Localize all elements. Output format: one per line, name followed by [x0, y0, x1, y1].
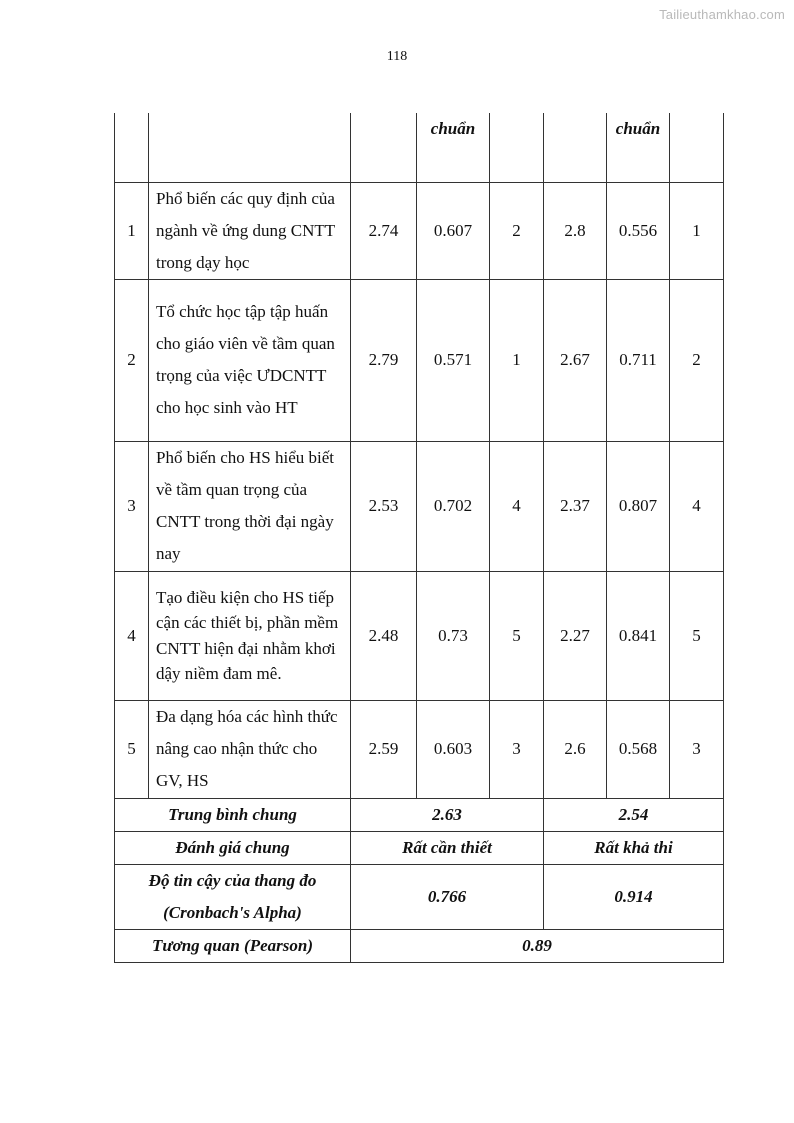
cell-content: Phổ biến cho HS hiểu biết về tầm quan trọng của CNTT trong thời đại ngày nay — [149, 441, 351, 571]
cell-rank-feas: 5 — [670, 571, 724, 700]
cell-rank-need: 3 — [490, 700, 544, 798]
cell-content: Phổ biến các quy định của ngành về ứng dung CNTT trong dạy học — [149, 182, 351, 279]
page-number: 118 — [386, 49, 408, 64]
cell-stt: 5 — [115, 700, 149, 798]
summary-average-row — [115, 798, 724, 831]
reliability-need-value: 0.766 — [351, 864, 544, 929]
cell-rank-need: 5 — [490, 571, 544, 700]
cell-rank-need: 4 — [490, 441, 544, 571]
summary-correlation-row — [115, 929, 724, 962]
header-continuation-row — [115, 113, 724, 182]
cell-sd-need: 0.603 — [417, 700, 490, 798]
table-row — [115, 441, 724, 571]
cell-content: Đa dạng hóa các hình thức nâng cao nhận thức cho GV, HS — [149, 700, 351, 798]
cell-rank-feas: 4 — [670, 441, 724, 571]
cell-mean-feas: 2.6 — [544, 700, 607, 798]
header-cell-stt — [115, 113, 149, 182]
cell-rank-feas: 3 — [670, 700, 724, 798]
header-cell-rank-feas — [670, 113, 724, 182]
cell-mean-need: 2.79 — [351, 279, 417, 441]
cell-mean-need: 2.48 — [351, 571, 417, 700]
cell-stt: 4 — [115, 571, 149, 700]
cell-rank-need: 2 — [490, 182, 544, 279]
cell-sd-feas: 0.841 — [607, 571, 670, 700]
cell-stt: 3 — [115, 441, 149, 571]
correlation-value: 0.89 — [351, 929, 724, 962]
cell-mean-need: 2.53 — [351, 441, 417, 571]
average-label: Trung bình chung — [115, 798, 351, 831]
cell-rank-feas: 1 — [670, 182, 724, 279]
header-cell-mean-feas — [544, 113, 607, 182]
evaluation-need-value: Rất cần thiết — [351, 831, 544, 864]
cell-mean-feas: 2.37 — [544, 441, 607, 571]
cell-sd-need: 0.607 — [417, 182, 490, 279]
watermark-text: Tailieuthamkhao.com — [659, 7, 785, 22]
evaluation-feasibility-value: Rất khả thi — [544, 831, 724, 864]
table-row — [115, 700, 724, 798]
correlation-label: Tương quan (Pearson) — [115, 929, 351, 962]
header-cell-rank-need — [490, 113, 544, 182]
cell-content: Tạo điều kiện cho HS tiếp cận các thiết bị, phần mềm CNTT hiện đại nhằm khơi dậy niềm đam mê. — [149, 571, 351, 700]
cell-mean-feas: 2.67 — [544, 279, 607, 441]
evaluation-label: Đánh giá chung — [115, 831, 351, 864]
table-row — [115, 279, 724, 441]
cell-sd-need: 0.702 — [417, 441, 490, 571]
reliability-feasibility-value: 0.914 — [544, 864, 724, 929]
header-cell-mean-need — [351, 113, 417, 182]
cell-sd-feas: 0.711 — [607, 279, 670, 441]
cell-mean-need: 2.74 — [351, 182, 417, 279]
average-feasibility-value: 2.54 — [544, 798, 724, 831]
cell-stt: 2 — [115, 279, 149, 441]
summary-reliability-row — [115, 864, 724, 929]
cell-sd-need: 0.73 — [417, 571, 490, 700]
cell-mean-need: 2.59 — [351, 700, 417, 798]
header-cell-content — [149, 113, 351, 182]
cell-rank-feas: 2 — [670, 279, 724, 441]
average-need-value: 2.63 — [351, 798, 544, 831]
summary-evaluation-row — [115, 831, 724, 864]
cell-rank-need: 1 — [490, 279, 544, 441]
cell-mean-feas: 2.8 — [544, 182, 607, 279]
survey-results-table — [114, 113, 724, 963]
header-cell-sd-need: chuẩn — [417, 113, 490, 182]
reliability-label: Độ tin cậy của thang đo (Cronbach's Alpha) — [115, 864, 351, 929]
cell-stt: 1 — [115, 182, 149, 279]
cell-mean-feas: 2.27 — [544, 571, 607, 700]
cell-sd-need: 0.571 — [417, 279, 490, 441]
cell-sd-feas: 0.556 — [607, 182, 670, 279]
table-row — [115, 182, 724, 279]
cell-sd-feas: 0.807 — [607, 441, 670, 571]
header-cell-sd-feas: chuẩn — [607, 113, 670, 182]
table-row — [115, 571, 724, 700]
cell-content: Tổ chức học tập tập huấn cho giáo viên về tầm quan trọng của việc ƯDCNTT cho học sinh vào HT — [149, 279, 351, 441]
cell-sd-feas: 0.568 — [607, 700, 670, 798]
